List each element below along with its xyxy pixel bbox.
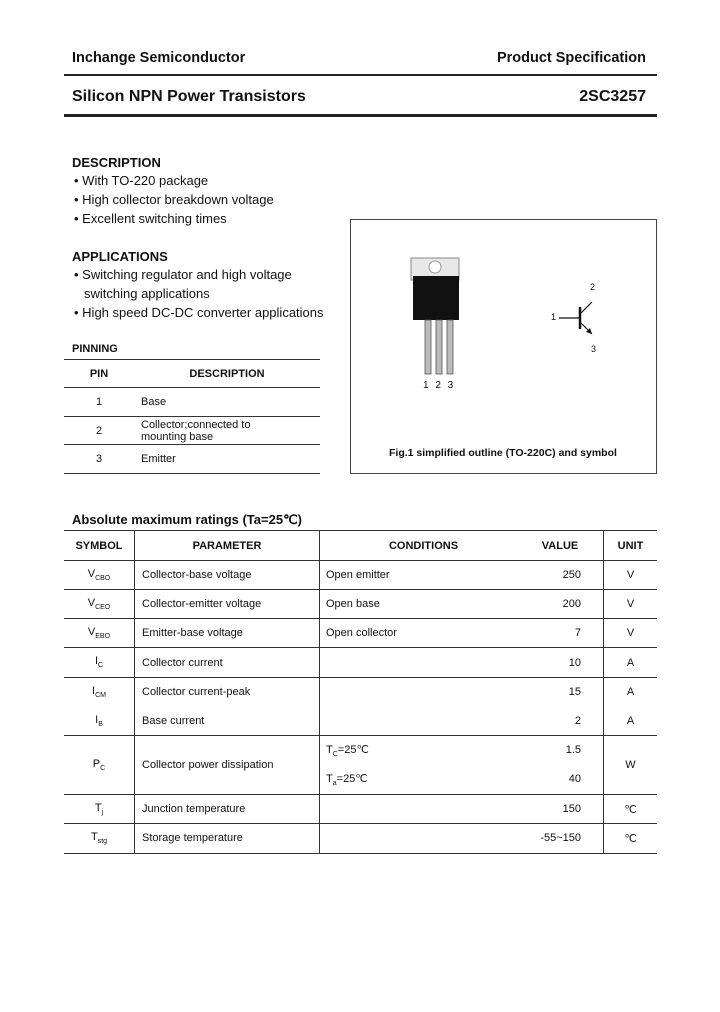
description-list — [74, 171, 274, 228]
unit-cell: ℃ — [604, 824, 658, 853]
parameter-cell: Storage temperature — [135, 824, 320, 853]
symbol-subscript: CBO — [95, 575, 111, 583]
list-item: • High collector breakdown voltage — [74, 192, 274, 207]
parameter-cell: Junction temperature — [135, 795, 320, 824]
conditions-cell — [320, 648, 518, 678]
parameter-cell: Collector-base voltage — [135, 561, 320, 590]
value-cell: 150 — [517, 795, 604, 824]
parameter-cell: Collector-emitter voltage — [135, 590, 320, 619]
ratings-table — [64, 530, 657, 853]
table-bottom-rule — [64, 853, 657, 854]
symbol-cell — [64, 678, 135, 707]
parameter-cell: Collector power dissipation — [135, 736, 320, 795]
list-item: • Switching regulator and high voltage — [74, 267, 292, 282]
pinning-heading: PINNING — [72, 343, 118, 355]
symbol-pin2-label: 2 — [590, 282, 596, 292]
parameter-cell: Emitter-base voltage — [135, 619, 320, 648]
value-cell: 7 — [517, 619, 604, 648]
table-row — [64, 590, 657, 619]
symbol-col-header: SYMBOL — [64, 531, 135, 561]
symbol-letter: I — [92, 685, 96, 698]
unit-cell: ℃ — [604, 795, 658, 824]
value-cell: 15 — [517, 678, 604, 707]
conditions-cell — [320, 707, 518, 736]
symbol-letter: T — [90, 831, 98, 844]
unit-cell: A — [604, 648, 658, 678]
symbol-letter: V — [87, 625, 96, 638]
unit-cell: A — [604, 707, 658, 736]
product-line: Silicon NPN Power Transistors — [72, 88, 306, 105]
applications-heading: APPLICATIONS — [72, 249, 168, 264]
unit-col-header: UNIT — [604, 531, 658, 561]
symbol-subscript: CEO — [95, 604, 111, 612]
symbol-cell — [64, 561, 135, 590]
conditions-col-header: CONDITIONS — [320, 531, 518, 561]
table-row — [64, 561, 657, 590]
symbol-subscript: CM — [95, 692, 106, 700]
package-pin-numbers: 1 2 3 — [423, 380, 456, 391]
pinning-table — [64, 359, 320, 474]
symbol-pin1-label: 1 — [551, 312, 557, 322]
unit-cell: V — [604, 561, 658, 590]
symbol-cell — [64, 619, 135, 648]
table-row: 3 Emitter — [64, 445, 320, 474]
applications-list — [74, 265, 324, 322]
value-cell: -55~150 — [517, 824, 604, 853]
symbol-cell — [64, 795, 135, 824]
list-item: • With TO-220 package — [74, 173, 209, 188]
symbol-letter: T — [94, 801, 102, 814]
title-rule — [64, 114, 657, 117]
conditions-cell: Open collector — [320, 619, 518, 648]
symbol-subscript: j — [101, 809, 104, 817]
list-item: switching applications — [84, 286, 210, 301]
conditions-cell — [320, 824, 518, 853]
list-item: • High speed DC-DC converter applications — [74, 305, 324, 320]
table-row — [64, 736, 657, 795]
unit-cell: V — [604, 590, 658, 619]
table-row — [64, 795, 657, 824]
value-cell: 10 — [517, 648, 604, 678]
symbol-pin3-label: 3 — [591, 344, 597, 354]
symbol-subscript: EBO — [95, 633, 111, 641]
table-row — [64, 707, 657, 736]
conditions-cell: $T_C=25℃$ $T_a=25℃$ — [320, 736, 518, 795]
table-row — [64, 678, 657, 707]
symbol-subscript: C — [100, 765, 106, 773]
document-type: Product Specification — [496, 50, 646, 66]
symbol-cell — [64, 590, 135, 619]
table-row: 2 Collector;connected to mounting base — [64, 417, 320, 445]
ratings-heading: Absolute maximum ratings (Ta=25℃) — [72, 512, 302, 527]
symbol-letter: V — [87, 567, 96, 580]
symbol-subscript: stg — [97, 838, 108, 846]
conditions-cell — [320, 795, 518, 824]
unit-cell: V — [604, 619, 658, 648]
part-number: 2SC3257 — [579, 88, 646, 105]
list-item: • Excellent switching times — [74, 211, 227, 226]
table-row — [64, 648, 657, 678]
table-row — [64, 824, 657, 853]
symbol-cell — [64, 736, 135, 795]
description-heading: DESCRIPTION — [72, 155, 161, 170]
symbol-cell — [64, 648, 135, 678]
desc-col-header: DESCRIPTION — [189, 367, 265, 380]
conditions-cell: Open base — [320, 590, 518, 619]
unit-cell: W — [604, 736, 658, 795]
conditions-cell — [320, 678, 518, 707]
value-cell: 200 — [517, 590, 604, 619]
symbol-subscript: C — [98, 662, 104, 670]
parameter-cell: Base current — [135, 707, 320, 736]
value-col-header: VALUE — [517, 531, 604, 561]
parameter-col-header: PARAMETER — [135, 531, 320, 561]
value-cell: 2 — [574, 714, 581, 727]
company-name: Inchange Semiconductor — [72, 50, 246, 66]
symbol-letter: I — [95, 713, 99, 726]
value-cell: 250 — [517, 561, 604, 590]
to220-package-drawing — [351, 220, 656, 473]
package-figure — [350, 219, 657, 474]
symbol-cell — [64, 707, 135, 736]
symbol-subscript: B — [98, 720, 103, 728]
parameter-cell: Collector current-peak — [135, 678, 320, 707]
parameter-cell: Collector current — [135, 648, 320, 678]
symbol-letter: V — [87, 596, 96, 609]
symbol-cell — [64, 824, 135, 853]
value-cell: 1.5 40 — [517, 736, 604, 795]
table-row — [64, 619, 657, 648]
symbol-letter: I — [94, 655, 98, 668]
symbol-letter: P — [92, 757, 101, 770]
unit-cell: A — [604, 678, 658, 707]
table-row: 1 Base — [64, 388, 320, 417]
header-rule — [64, 74, 657, 76]
figure-caption: Fig.1 simplified outline (TO-220C) and symbol — [389, 447, 617, 459]
conditions-cell: Open emitter — [320, 561, 518, 590]
pin-col-header: PIN — [89, 367, 109, 380]
